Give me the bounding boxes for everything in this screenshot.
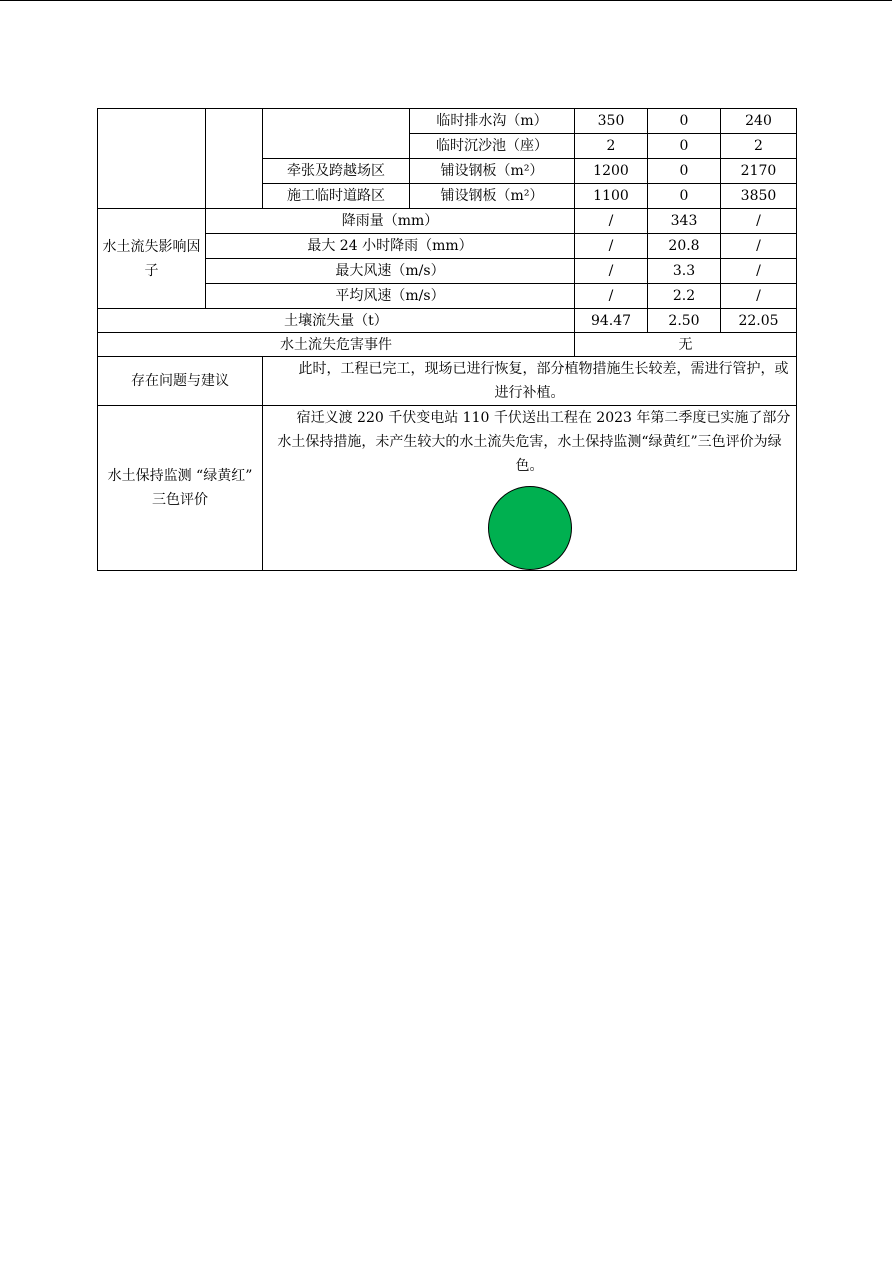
measure-item-cell: 临时排水沟（m） <box>410 109 575 134</box>
factor-label-cell: 平均风速（m/s） <box>206 284 575 309</box>
table-row-drain <box>98 109 797 134</box>
hazard-value-cell: 无 <box>575 333 797 357</box>
value-cell: 3.3 <box>648 259 721 284</box>
value-cell: 1100 <box>575 184 648 209</box>
value-cell: / <box>575 259 648 284</box>
value-cell: 2 <box>575 134 648 159</box>
factors-label-cell: 水土流失影响因子 <box>98 209 206 309</box>
blank-subcategory-cell <box>206 109 263 209</box>
table-row-soil-loss <box>98 309 797 333</box>
hazard-label-cell: 水土流失危害事件 <box>98 333 575 357</box>
issues-text-cell: 此时，工程已完工，现场已进行恢复，部分植物措施生长较差，需进行管护，或进行补植。 <box>263 357 797 406</box>
table-row-issues <box>98 357 797 406</box>
value-cell: 2 <box>721 134 797 159</box>
value-cell: / <box>575 284 648 309</box>
monitoring-table <box>97 108 797 571</box>
assessment-label-cell: 水土保持监测 “绿黄红” 三色评价 <box>98 406 263 571</box>
page-top-border <box>0 0 892 1</box>
value-cell: 343 <box>648 209 721 234</box>
value-cell: 20.8 <box>648 234 721 259</box>
table-row-assessment <box>98 406 797 571</box>
table-row-hazard-event <box>98 333 797 357</box>
table-row-rainfall <box>98 209 797 234</box>
issues-label-cell: 存在问题与建议 <box>98 357 263 406</box>
value-cell: 350 <box>575 109 648 134</box>
assessment-text: 宿迁义渡 220 千伏变电站 110 千伏送出工程在 2023 年第二季度已实施了部分水土保持措施，未产生较大的水土流失危害，水土保持监测“绿黄红”三色评价为绿色。 <box>277 410 791 474</box>
area-cell: 施工临时道路区 <box>263 184 410 209</box>
value-cell: 0 <box>648 134 721 159</box>
value-cell: 94.47 <box>575 309 648 333</box>
blank-area-cell <box>263 109 410 159</box>
value-cell: / <box>575 234 648 259</box>
factor-label-cell: 最大风速（m/s） <box>206 259 575 284</box>
factor-label-cell: 降雨量（mm） <box>206 209 575 234</box>
value-cell: 3850 <box>721 184 797 209</box>
value-cell: / <box>721 284 797 309</box>
value-cell: 0 <box>648 159 721 184</box>
value-cell: 1200 <box>575 159 648 184</box>
value-cell: 2.50 <box>648 309 721 333</box>
assessment-content-cell <box>263 406 797 571</box>
value-cell: / <box>721 234 797 259</box>
value-cell: / <box>575 209 648 234</box>
value-cell: 0 <box>648 109 721 134</box>
blank-category-cell <box>98 109 206 209</box>
value-cell: 2170 <box>721 159 797 184</box>
value-cell: 240 <box>721 109 797 134</box>
green-rating-circle <box>488 486 572 570</box>
value-cell: / <box>721 259 797 284</box>
value-cell: / <box>721 209 797 234</box>
value-cell: 0 <box>648 184 721 209</box>
value-cell: 22.05 <box>721 309 797 333</box>
measure-item-cell: 临时沉沙池（座） <box>410 134 575 159</box>
measure-item-cell: 铺设钢板（m²） <box>410 159 575 184</box>
soil-loss-label-cell: 土壤流失量（t） <box>98 309 575 333</box>
measure-item-cell: 铺设钢板（m²） <box>410 184 575 209</box>
factor-label-cell: 最大 24 小时降雨（mm） <box>206 234 575 259</box>
value-cell: 2.2 <box>648 284 721 309</box>
area-cell: 牵张及跨越场区 <box>263 159 410 184</box>
